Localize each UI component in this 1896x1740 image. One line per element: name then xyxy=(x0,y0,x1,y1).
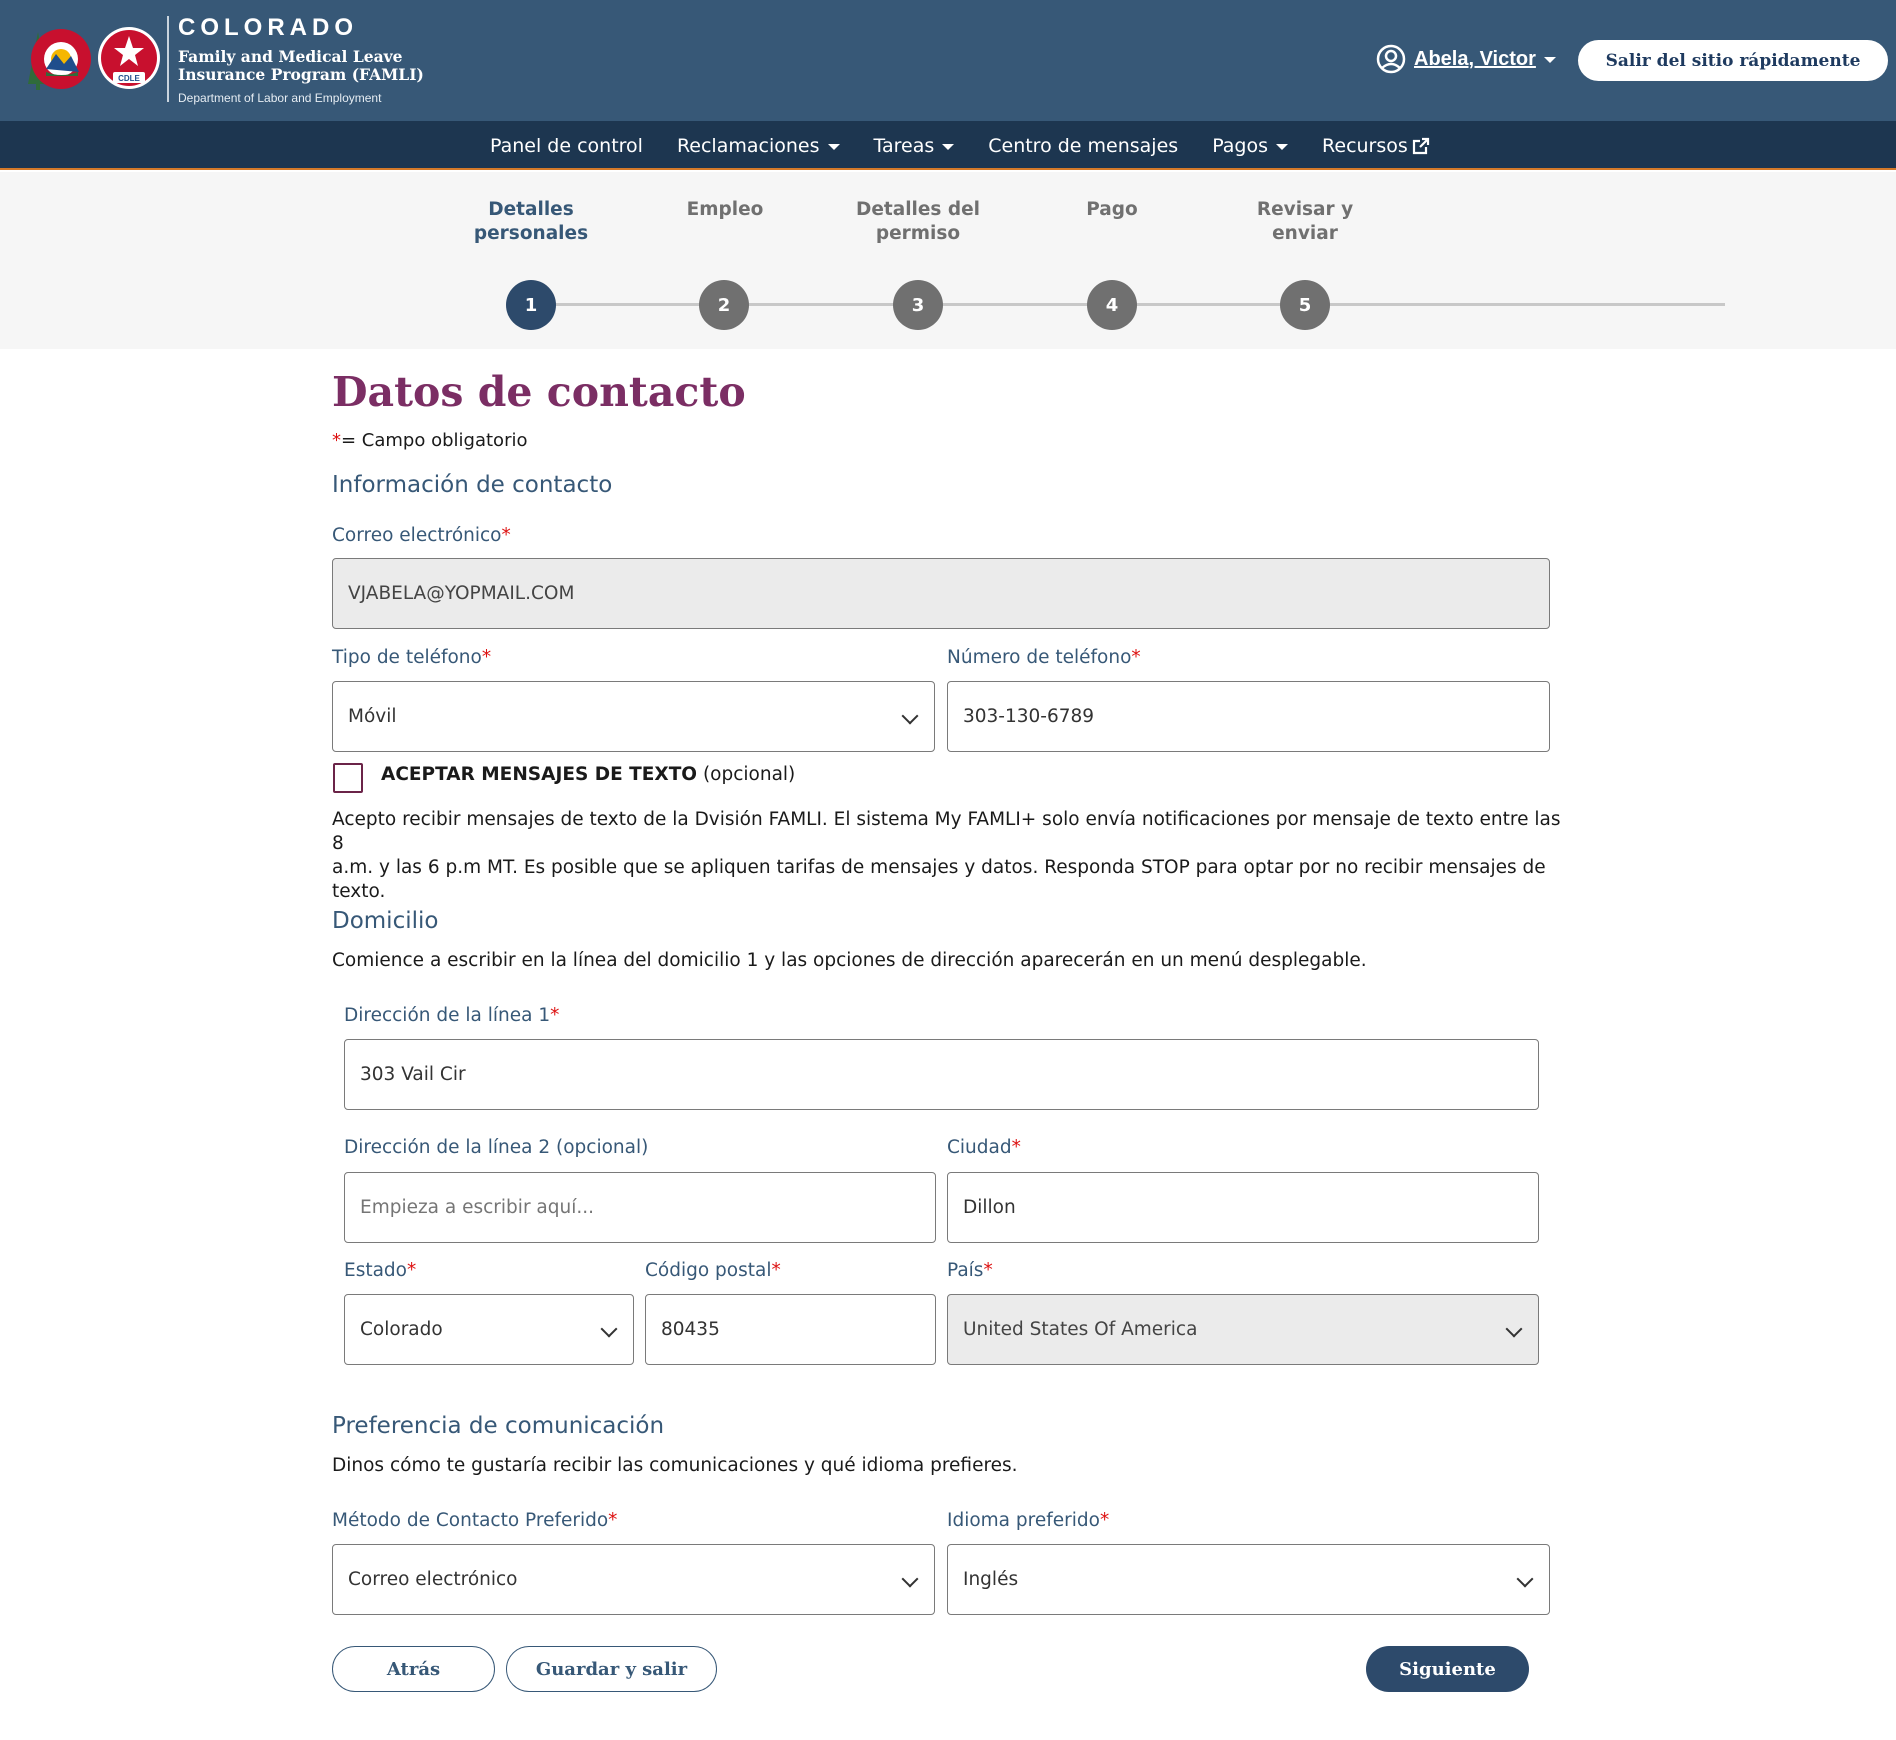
nav-label: Reclamaciones xyxy=(676,134,820,157)
step-label-line: Detalles xyxy=(488,199,574,220)
required-star: * xyxy=(332,430,341,451)
step-label-employment xyxy=(640,198,810,222)
email-label xyxy=(332,525,511,546)
zip-field[interactable] xyxy=(645,1294,936,1365)
phone-number-label xyxy=(947,647,1141,668)
nav-item-resources[interactable] xyxy=(1322,135,1430,157)
required-star: * xyxy=(771,1260,781,1281)
brand-text xyxy=(178,14,424,105)
country-value: United States Of America xyxy=(963,1319,1198,1340)
nav-label: Recursos xyxy=(1322,134,1408,157)
page-title: Datos de contacto xyxy=(332,368,746,416)
required-star: * xyxy=(1099,1510,1110,1531)
step-label-leave-details xyxy=(833,198,1003,246)
country-label xyxy=(947,1260,993,1281)
address-line2-label: Dirección de la línea 2 (opcional) xyxy=(344,1137,649,1158)
language-value: Inglés xyxy=(963,1569,1019,1590)
user-name-link[interactable]: Abela, Victor xyxy=(1414,47,1536,70)
zip-value: 80435 xyxy=(661,1319,720,1340)
contact-info-heading: Información de contacto xyxy=(332,472,613,498)
save-exit-button[interactable]: Guardar y salir xyxy=(506,1646,717,1692)
next-button[interactable]: Siguiente xyxy=(1366,1646,1529,1692)
email-value: VJABELA@YOPMAIL.COM xyxy=(348,583,575,604)
label-text: Código postal xyxy=(645,1260,772,1281)
logo-divider xyxy=(167,16,169,102)
address-line2-field[interactable] xyxy=(344,1172,936,1243)
email-field[interactable] xyxy=(332,558,1550,629)
chevron-down-icon xyxy=(1276,144,1288,150)
chevron-down-icon xyxy=(1544,57,1556,63)
step-label-line: Pago xyxy=(1086,199,1138,220)
sms-disclaimer xyxy=(332,808,1562,904)
sms-consent-checkbox[interactable] xyxy=(333,763,363,793)
preferences-heading: Preferencia de comunicación xyxy=(332,1413,665,1439)
chevron-down-icon xyxy=(902,1571,919,1588)
chevron-down-icon xyxy=(942,144,954,150)
nav-item-payments[interactable] xyxy=(1212,135,1288,157)
back-button[interactable]: Atrás xyxy=(332,1646,495,1692)
address-heading: Domicilio xyxy=(332,908,439,934)
label-text: Número de teléfono xyxy=(947,647,1132,668)
state-label xyxy=(344,1260,416,1281)
step-label-line: Revisar y xyxy=(1256,199,1354,220)
brand-program-line2: Insurance Program (FAMLI) xyxy=(178,65,424,84)
step-circle-4: 4 xyxy=(1087,280,1137,330)
zip-label xyxy=(645,1260,781,1281)
quick-exit-button[interactable]: Salir del sitio rápidamente xyxy=(1578,40,1888,81)
chevron-down-icon xyxy=(601,1321,618,1338)
sms-label-optional: (opcional) xyxy=(702,764,796,785)
chevron-down-icon xyxy=(1517,1571,1534,1588)
nav-label: Centro de mensajes xyxy=(988,134,1179,157)
external-link-icon xyxy=(1412,137,1430,155)
contact-method-value: Correo electrónico xyxy=(348,1569,518,1590)
preferences-intro: Dinos cómo te gustaría recibir las comunicaciones y qué idioma prefieres. xyxy=(332,1455,1018,1476)
required-star: * xyxy=(481,647,492,668)
phone-type-label xyxy=(332,647,491,668)
required-star: * xyxy=(501,525,511,546)
main-nav xyxy=(0,121,1896,170)
step-circle-1: 1 xyxy=(506,280,556,330)
label-text: País xyxy=(947,1260,984,1281)
brand-department: Department of Labor and Employment xyxy=(178,91,382,105)
city-field[interactable] xyxy=(947,1172,1539,1243)
chevron-down-icon xyxy=(1506,1321,1523,1338)
step-label-payment xyxy=(1027,198,1197,222)
user-circle-icon xyxy=(1376,44,1406,74)
label-text: Dirección de la línea 1 xyxy=(344,1005,551,1026)
city-label xyxy=(947,1137,1021,1158)
phone-type-select[interactable] xyxy=(332,681,935,752)
required-star: * xyxy=(608,1510,618,1531)
label-text: Estado xyxy=(344,1260,407,1281)
country-select[interactable] xyxy=(947,1294,1539,1365)
progress-stepper xyxy=(0,172,1896,349)
nav-item-claims[interactable] xyxy=(677,135,840,157)
sms-disclaimer-line: texto. xyxy=(332,881,386,902)
sms-consent-label[interactable] xyxy=(381,764,795,785)
phone-number-field[interactable] xyxy=(947,681,1550,752)
label-text: Tipo de teléfono xyxy=(332,647,482,668)
step-circle-3: 3 xyxy=(893,280,943,330)
step-label-line: personales xyxy=(473,223,589,244)
city-value: Dillon xyxy=(963,1197,1016,1218)
step-label-line: permiso xyxy=(875,223,961,244)
label-text: Correo electrónico xyxy=(332,525,502,546)
label-text: Ciudad xyxy=(947,1137,1012,1158)
label-text: Método de Contacto Preferido xyxy=(332,1510,609,1531)
step-label-line: enviar xyxy=(1272,223,1338,244)
step-circle-5: 5 xyxy=(1280,280,1330,330)
step-label-line: Empleo xyxy=(686,199,764,220)
step-label-review-submit xyxy=(1220,198,1390,246)
required-star: * xyxy=(983,1260,993,1281)
nav-label: Panel de control xyxy=(490,134,643,157)
site-header xyxy=(0,0,1896,121)
user-menu[interactable] xyxy=(1376,44,1556,74)
contact-method-label xyxy=(332,1510,617,1531)
cdle-badge-text: CDLE xyxy=(118,74,140,83)
required-star: * xyxy=(1011,1137,1021,1158)
language-select[interactable] xyxy=(947,1544,1550,1615)
phone-number-value: 303-130-6789 xyxy=(963,706,1095,727)
address-line1-value: 303 Vail Cir xyxy=(360,1064,466,1085)
nav-item-dashboard[interactable] xyxy=(490,135,643,157)
required-star: * xyxy=(1131,647,1141,668)
sms-label-bold: ACEPTAR MENSAJES DE TEXTO xyxy=(381,764,698,785)
state-select[interactable] xyxy=(344,1294,634,1365)
phone-type-value: Móvil xyxy=(348,706,397,727)
chevron-down-icon xyxy=(828,144,840,150)
label-text: Idioma preferido xyxy=(947,1510,1100,1531)
address-line1-field[interactable] xyxy=(344,1039,1539,1110)
nav-label: Pagos xyxy=(1212,134,1269,157)
state-value: Colorado xyxy=(360,1319,443,1340)
contact-method-select[interactable] xyxy=(332,1544,935,1615)
step-circle-2: 2 xyxy=(699,280,749,330)
sms-disclaimer-line: Acepto recibir mensajes de texto de la Dvisión FAMLI. El sistema My FAMLI+ solo envía notificaciones por mensaje de texto entre las 8 xyxy=(332,809,1561,854)
logo[interactable] xyxy=(16,14,171,106)
required-note-text: = Campo obligatorio xyxy=(341,430,528,451)
brand-state: COLORADO xyxy=(178,14,358,41)
required-field-note xyxy=(332,430,527,451)
required-star: * xyxy=(550,1005,560,1026)
step-label-personal-details xyxy=(446,198,616,246)
colorado-cdle-logo-icon xyxy=(16,14,171,106)
nav-item-message-center[interactable] xyxy=(988,135,1178,157)
step-label-line: Detalles del xyxy=(855,199,981,220)
nav-label: Tareas xyxy=(873,134,935,157)
address-intro: Comience a escribir en la línea del domicilio 1 y las opciones de dirección aparecerán en un menú desplegable. xyxy=(332,950,1367,971)
required-star: * xyxy=(406,1260,417,1281)
nav-item-tasks[interactable] xyxy=(874,135,955,157)
chevron-down-icon xyxy=(902,708,919,725)
sms-disclaimer-line: a.m. y las 6 p.m MT. Es posible que se apliquen tarifas de mensajes y datos. Responda STOP para optar por no recibir mensajes de xyxy=(332,857,1546,878)
brand-program-line1: Family and Medical Leave xyxy=(178,47,403,66)
language-label xyxy=(947,1510,1109,1531)
address-line1-label xyxy=(344,1005,559,1026)
address-line2-placeholder: Empieza a escribir aquí... xyxy=(360,1197,595,1218)
